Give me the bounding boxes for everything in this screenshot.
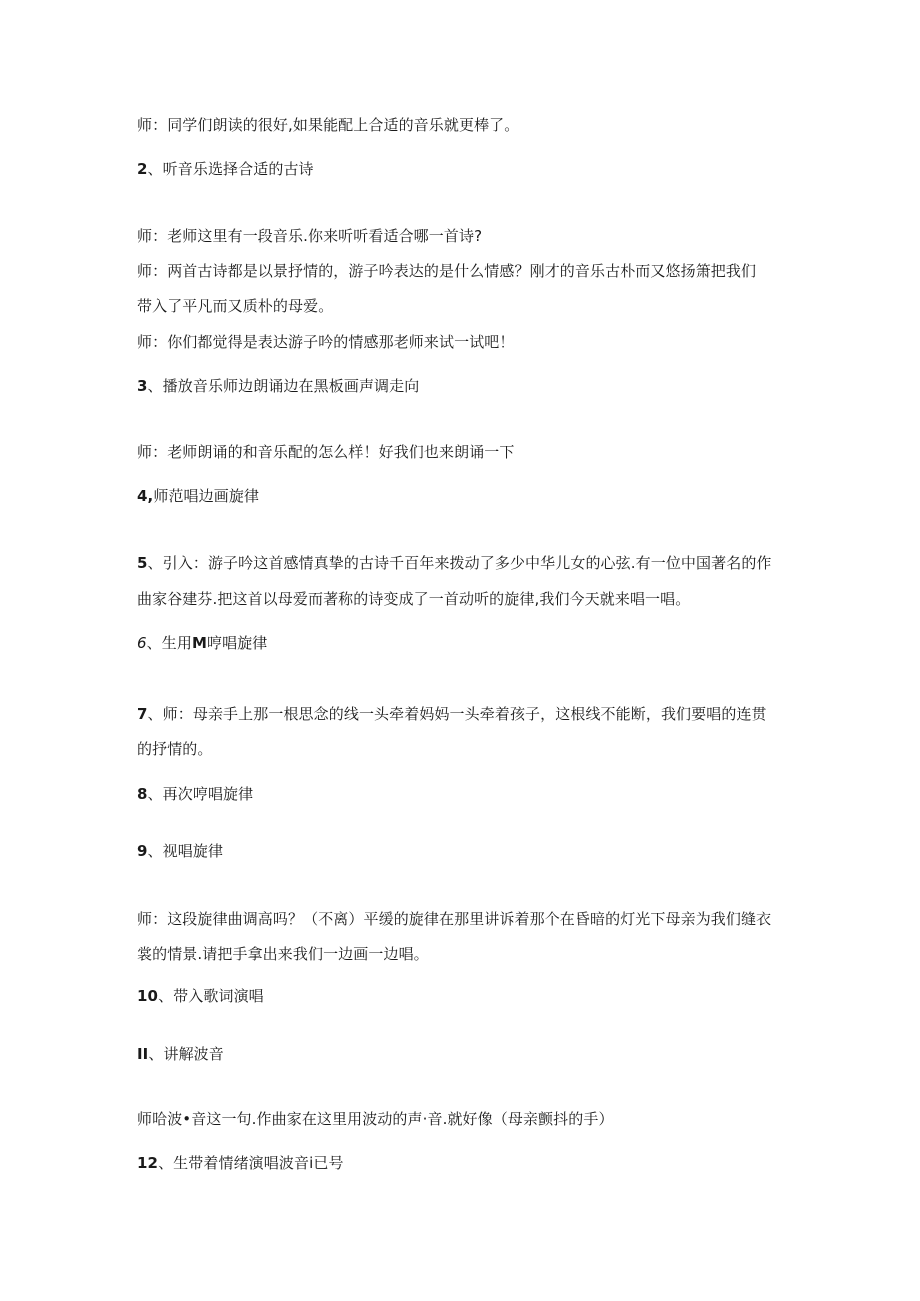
text-line-19 (137, 985, 264, 1007)
line-text: 师：两首古诗都是以景抒情的，游子吟表达的是什么情感？刚才的音乐古朴而又悠扬箫把我们 (137, 262, 757, 280)
line-text: 、带入歌词演唱 (158, 987, 264, 1005)
line-text: 、生用 (146, 634, 192, 652)
text-line-11 (137, 588, 690, 610)
line-text: 曲家谷建芬.把这首以母爱而著称的诗变成了一首动听的旋律,我们今天就来唱一唱。 (137, 590, 691, 608)
text-line-4 (137, 260, 756, 282)
item-number: 12 (137, 1154, 159, 1172)
text-line-12 (137, 632, 267, 654)
item-number: 8 (137, 785, 148, 803)
item-number: 10 (137, 987, 159, 1005)
line-text: 裳的情景.请把手拿出来我们一边画一边唱。 (137, 945, 429, 963)
line-text: 、引入：游子吟这首感情真挚的古诗千百年来拨动了多少中华儿女的心弦.有一位中国著名的作 (147, 554, 772, 572)
text-line-17 (137, 908, 771, 930)
bold-letter: M (191, 634, 207, 652)
item-number: II (137, 1045, 149, 1063)
item-number: 7 (137, 705, 148, 723)
item-number: 4, (137, 487, 154, 505)
item-number: 5 (137, 554, 148, 572)
text-line-14 (137, 738, 213, 760)
line-text: 师范唱边画旋律 (153, 487, 260, 505)
text-line-2 (137, 158, 314, 180)
item-number: 9 (137, 842, 148, 860)
line-text: 、听音乐选择合适的古诗 (147, 160, 314, 178)
line-text: 、播放音乐师边朗诵边在黑板画声调走向 (147, 377, 420, 395)
item-number: 3 (137, 377, 148, 395)
line-text-suffix: 哼唱旋律 (207, 634, 268, 652)
text-line-5 (137, 295, 333, 317)
text-line-6 (137, 331, 515, 353)
text-line-7 (137, 375, 419, 397)
line-text: 的抒情的。 (137, 740, 213, 758)
text-line-20 (137, 1043, 224, 1065)
line-text: 师：你们都觉得是表达游子吟的情感那老师来试一试吧！ (137, 333, 515, 351)
line-text: 、生带着情绪演唱波音i已号 (158, 1154, 344, 1172)
line-text: 、再次哼唱旋律 (147, 785, 254, 803)
text-line-16 (137, 840, 223, 862)
line-text: 带入了平凡而又质朴的母爱。 (137, 297, 334, 315)
line-text: 、讲解波音 (148, 1045, 224, 1063)
item-number: 6 (137, 634, 147, 652)
line-text: 师：老师朗诵的和音乐配的怎么样！好我们也来朗诵一下 (137, 443, 515, 461)
text-line-10 (137, 552, 772, 574)
text-line-22 (137, 1152, 344, 1174)
text-line-8 (137, 441, 515, 463)
line-text: 师：同学们朗读的很好,如果能配上合适的音乐就更棒了。 (137, 116, 520, 134)
text-line-15 (137, 783, 253, 805)
text-line-21 (137, 1108, 614, 1130)
text-line-3 (137, 225, 482, 247)
line-text: 、视唱旋律 (147, 842, 224, 860)
line-text: 、师：母亲手上那一根思念的线一头牵着妈妈一头牵着孩子，这根线不能断，我们要唱的连贯 (147, 705, 767, 723)
line-text: 师：老师这里有一段音乐.你来听听看适合哪一首诗? (137, 227, 483, 245)
text-line-18 (137, 943, 429, 965)
line-text: 师：这段旋律曲调高吗？（不离）平缓的旋律在那里讲诉着那个在昏暗的灯光下母亲为我们缝衣 (137, 910, 772, 928)
text-line-9 (137, 485, 259, 507)
text-line-1 (137, 114, 519, 136)
text-line-13 (137, 703, 767, 725)
line-text: 师哈波•音这一句.作曲家在这里用波动的声·音.就好像（母亲颤抖的手） (137, 1110, 614, 1128)
item-number: 2 (137, 160, 148, 178)
